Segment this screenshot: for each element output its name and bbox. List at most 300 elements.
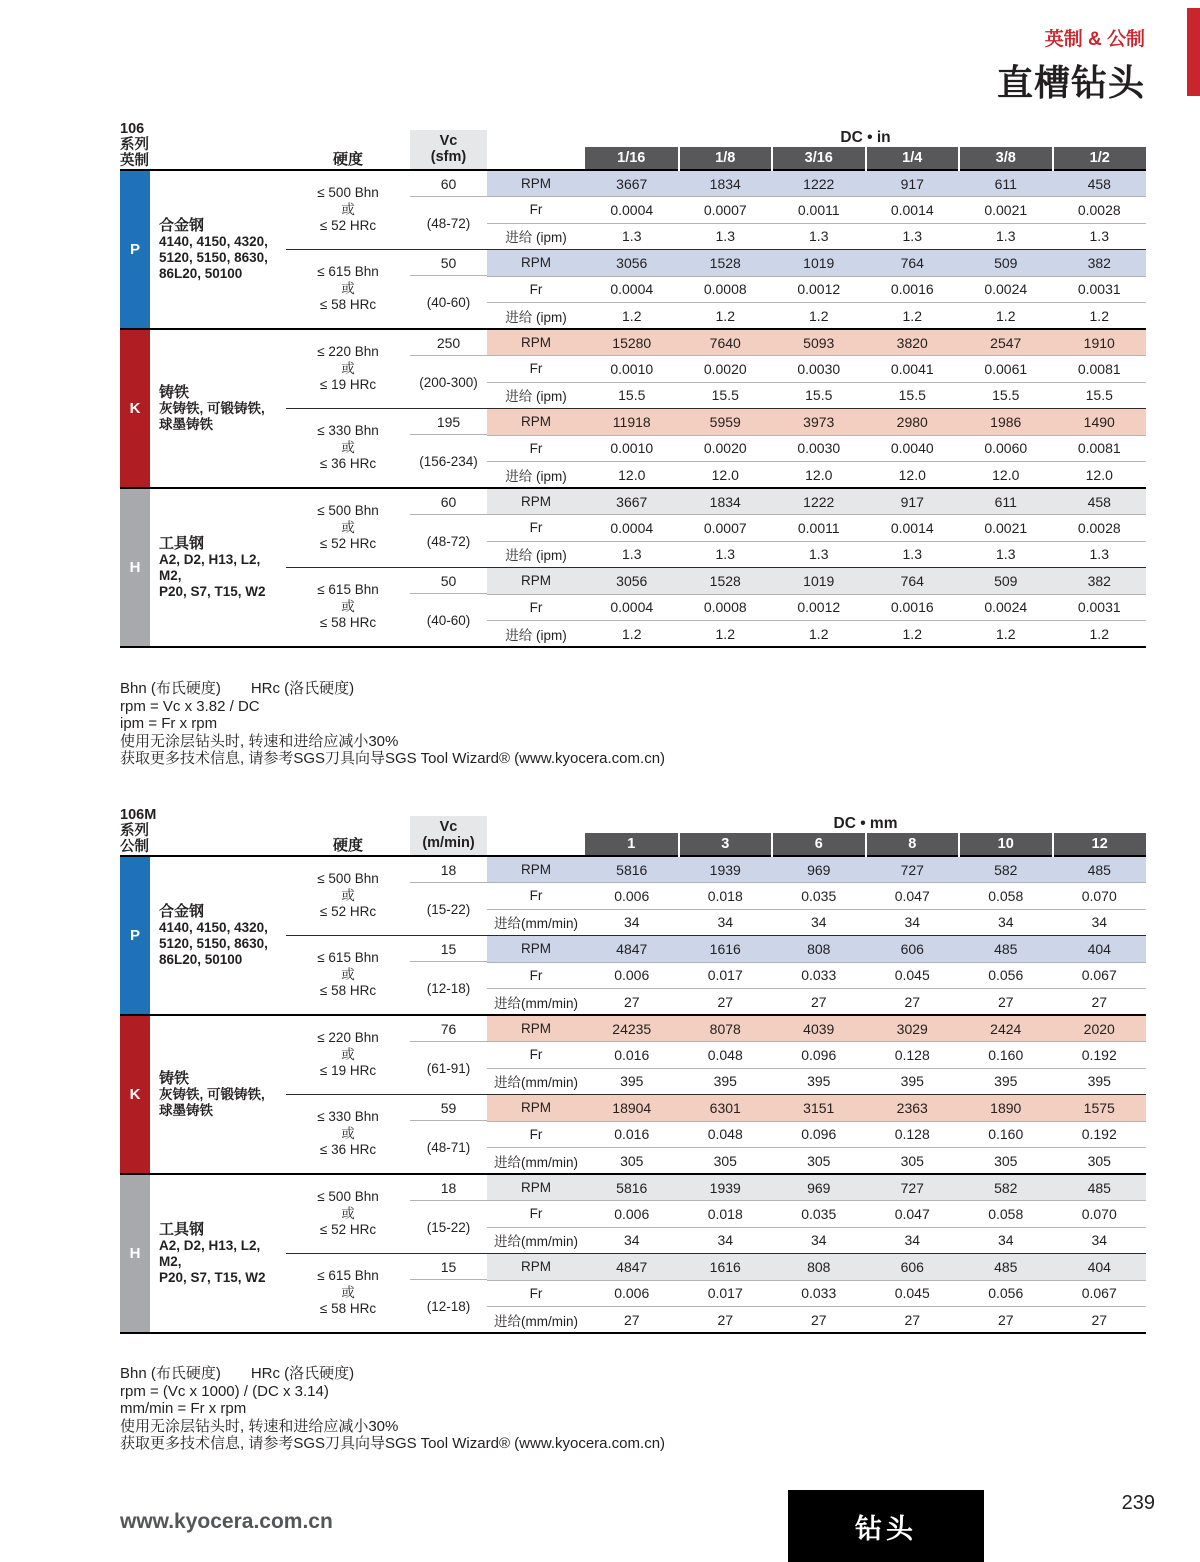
- value-cell: 34: [1053, 1227, 1147, 1254]
- material-line: 4140, 4150, 4320,: [159, 920, 268, 935]
- hardness-cell: ≤ 500 Bhn 或 ≤ 52 HRc: [317, 503, 379, 552]
- value-cell: 917: [866, 488, 960, 515]
- value-cell: 27: [679, 1307, 773, 1334]
- value-cell: 0.033: [772, 1280, 866, 1307]
- footer-tab: [788, 1490, 984, 1562]
- vc-value: 59: [410, 1095, 487, 1121]
- table-header: [120, 112, 1146, 170]
- material-group: [120, 856, 1146, 1015]
- diameter-header-cell: 1: [585, 833, 679, 856]
- vc-value: 50: [410, 568, 487, 594]
- value-cell: 1.2: [866, 621, 960, 648]
- value-cell: 0.0028: [1053, 197, 1147, 224]
- row-label: RPM: [487, 856, 585, 883]
- value-cell: 305: [585, 1148, 679, 1175]
- value-cell: 0.047: [866, 1201, 960, 1228]
- cutting-table: [120, 112, 1146, 648]
- vc-cell: [410, 1015, 487, 1095]
- value-cell: 34: [1053, 909, 1147, 936]
- value-cell: 1019: [772, 568, 866, 595]
- table-header: [120, 798, 1146, 856]
- value-cell: 1939: [679, 856, 773, 883]
- note-line: 获取更多技术信息, 请参考SGS刀具向导SGS Tool Wizard® (www.kyocera.com.cn): [120, 1435, 666, 1452]
- value-cell: 582: [959, 856, 1053, 883]
- diameter-header-cell: 1/16: [585, 147, 679, 170]
- value-cell: 485: [1053, 856, 1147, 883]
- vc-value: 15: [410, 1254, 487, 1280]
- value-cell: 1986: [959, 409, 1053, 436]
- value-cell: 0.067: [1053, 962, 1147, 989]
- value-cell: 1490: [1053, 409, 1147, 436]
- hardness-cell: ≤ 615 Bhn 或 ≤ 58 HRc: [286, 250, 410, 330]
- table-row: [120, 1174, 1146, 1201]
- series-title: [120, 798, 286, 856]
- value-cell: 764: [866, 250, 960, 277]
- material-title: 工具钢: [159, 1221, 205, 1238]
- row-label: Fr: [487, 276, 585, 303]
- value-cell: 27: [1053, 1307, 1147, 1334]
- value-cell: 0.192: [1053, 1121, 1147, 1148]
- value-cell: 34: [959, 1227, 1053, 1254]
- material-group-letter: P: [120, 170, 150, 329]
- value-cell: 305: [866, 1148, 960, 1175]
- value-cell: 917: [866, 170, 960, 197]
- value-cell: 305: [679, 1148, 773, 1175]
- value-cell: 458: [1053, 488, 1147, 515]
- value-cell: 0.056: [959, 1280, 1053, 1307]
- value-cell: 0.070: [1053, 883, 1147, 910]
- value-cell: 611: [959, 170, 1053, 197]
- value-cell: 0.058: [959, 1201, 1053, 1228]
- material-group: [120, 329, 1146, 488]
- value-cell: 969: [772, 1174, 866, 1201]
- value-cell: 727: [866, 1174, 960, 1201]
- row-label: RPM: [487, 329, 585, 356]
- hardness-cell: ≤ 500 Bhn 或 ≤ 52 HRc: [317, 1189, 379, 1238]
- note-line: Bhn (布氏硬度) HRc (洛氏硬度): [120, 680, 355, 697]
- hardness-cell: ≤ 615 Bhn 或 ≤ 58 HRc: [286, 1254, 410, 1334]
- row-label: Fr: [487, 197, 585, 224]
- table-row: [120, 170, 1146, 197]
- value-cell: 0.0041: [866, 356, 960, 383]
- material-title: 铸铁: [159, 1070, 190, 1087]
- value-cell: 0.160: [959, 1121, 1053, 1148]
- value-cell: 3667: [585, 170, 679, 197]
- value-cell: 34: [585, 1227, 679, 1254]
- value-cell: 0.035: [772, 883, 866, 910]
- value-cell: 0.056: [959, 962, 1053, 989]
- value-cell: 5959: [679, 409, 773, 436]
- value-cell: 1575: [1053, 1095, 1147, 1122]
- value-cell: 12.0: [585, 462, 679, 489]
- value-cell: 12.0: [959, 462, 1053, 489]
- value-cell: 1528: [679, 250, 773, 277]
- vc-column-header: [410, 112, 487, 170]
- table-row: [120, 488, 1146, 515]
- vc-range: (48-72): [426, 533, 471, 549]
- value-cell: 11918: [585, 409, 679, 436]
- hardness-cell: ≤ 330 Bhn 或 ≤ 36 HRc: [286, 1095, 410, 1175]
- series-title-line: 系列: [120, 137, 149, 153]
- value-cell: 27: [772, 989, 866, 1016]
- value-cell: 27: [679, 989, 773, 1016]
- vc-range: (12-18): [426, 1298, 471, 1314]
- table-row: [120, 856, 1146, 883]
- material-line: P20, S7, T15, W2: [159, 1270, 266, 1285]
- material-text: [150, 903, 286, 968]
- value-cell: 0.048: [679, 1042, 773, 1069]
- material-title: 合金钢: [159, 217, 205, 234]
- metric-cutting-table: [120, 798, 1146, 1334]
- value-cell: 1890: [959, 1095, 1053, 1122]
- value-cell: 2424: [959, 1015, 1053, 1042]
- vc-range: (156-234): [419, 453, 478, 469]
- cutting-table: [120, 798, 1146, 1334]
- row-label-column-header: [487, 798, 585, 856]
- value-cell: 0.0024: [959, 276, 1053, 303]
- value-cell: 0.0030: [772, 435, 866, 462]
- value-cell: 0.018: [679, 883, 773, 910]
- vc-cell: [410, 409, 487, 489]
- value-cell: 12.0: [679, 462, 773, 489]
- diameter-unit-header: DC • in: [840, 129, 891, 146]
- row-label: 进给 (ipm): [487, 382, 585, 409]
- material-group: [120, 1174, 1146, 1333]
- vc-column-header: [410, 798, 487, 856]
- value-cell: 2363: [866, 1095, 960, 1122]
- value-cell: 0.048: [679, 1121, 773, 1148]
- note-line: Bhn (布氏硬度) HRc (洛氏硬度): [120, 1365, 355, 1382]
- value-cell: 0.0004: [585, 276, 679, 303]
- value-cell: 1.2: [585, 303, 679, 330]
- value-cell: 15280: [585, 329, 679, 356]
- vc-range: (61-91): [426, 1060, 471, 1076]
- row-label: 进给 (ipm): [487, 462, 585, 489]
- value-cell: 0.067: [1053, 1280, 1147, 1307]
- value-cell: 0.018: [679, 1201, 773, 1228]
- value-cell: 1.3: [1053, 541, 1147, 568]
- hardness-cell: ≤ 615 Bhn 或 ≤ 58 HRc: [286, 936, 410, 1016]
- value-cell: 0.0008: [679, 594, 773, 621]
- vc-range: (40-60): [426, 294, 471, 310]
- note-line: 使用无涂层钻头时, 转速和进给应减小30%: [120, 732, 399, 750]
- value-cell: 0.058: [959, 883, 1053, 910]
- material-group: [120, 1015, 1146, 1174]
- value-cell: 0.006: [585, 1201, 679, 1228]
- value-cell: 8078: [679, 1015, 773, 1042]
- material-cell: [150, 488, 286, 647]
- material-title: 合金钢: [159, 903, 205, 920]
- material-text: [150, 1221, 286, 1286]
- value-cell: 5093: [772, 329, 866, 356]
- value-cell: 34: [866, 909, 960, 936]
- row-label: 进给(mm/min): [487, 989, 585, 1016]
- row-label: RPM: [487, 250, 585, 277]
- page-number: 239: [1121, 1492, 1155, 1514]
- vc-range: (15-22): [426, 1219, 471, 1235]
- material-cell: [150, 170, 286, 329]
- material-line: 4140, 4150, 4320,: [159, 234, 268, 249]
- vc-cell: [410, 170, 487, 250]
- value-cell: 0.017: [679, 1280, 773, 1307]
- material-line: 86L20, 50100: [159, 266, 243, 281]
- vc-value: 60: [410, 489, 487, 515]
- value-cell: 611: [959, 488, 1053, 515]
- row-label: Fr: [487, 1121, 585, 1148]
- diameter-header-cell: 1/4: [866, 147, 960, 170]
- value-cell: 27: [1053, 989, 1147, 1016]
- material-title: 铸铁: [159, 384, 190, 401]
- value-cell: 395: [585, 1068, 679, 1095]
- value-cell: 0.0040: [866, 435, 960, 462]
- material-group-letter: H: [120, 488, 150, 647]
- value-cell: 15.5: [585, 382, 679, 409]
- value-cell: 3820: [866, 329, 960, 356]
- value-cell: 1.3: [585, 223, 679, 250]
- value-cell: 395: [866, 1068, 960, 1095]
- series-title-line: 公制: [120, 839, 149, 855]
- page-subtitle: 英制 & 公制: [1044, 29, 1145, 50]
- value-cell: 395: [1053, 1068, 1147, 1095]
- value-cell: 0.0028: [1053, 515, 1147, 542]
- vc-range: (200-300): [419, 374, 478, 390]
- value-cell: 12.0: [866, 462, 960, 489]
- row-label: Fr: [487, 1280, 585, 1307]
- row-label: RPM: [487, 1174, 585, 1201]
- diameter-header-cell: 6: [772, 833, 866, 856]
- value-cell: 27: [866, 1307, 960, 1334]
- value-cell: 2980: [866, 409, 960, 436]
- value-cell: 0.0031: [1053, 594, 1147, 621]
- diameter-header-cell: 1/2: [1053, 147, 1147, 170]
- value-cell: 0.045: [866, 1280, 960, 1307]
- table-row: [120, 1015, 1146, 1042]
- row-label: Fr: [487, 594, 585, 621]
- value-cell: 0.0024: [959, 594, 1053, 621]
- value-cell: 15.5: [679, 382, 773, 409]
- value-cell: 395: [772, 1068, 866, 1095]
- hardness-cell: ≤ 500 Bhn 或 ≤ 52 HRc: [317, 185, 379, 234]
- value-cell: 0.0012: [772, 276, 866, 303]
- row-label: RPM: [487, 936, 585, 963]
- value-cell: 1.3: [679, 223, 773, 250]
- value-cell: 395: [959, 1068, 1053, 1095]
- footer-url: www.kyocera.com.cn: [120, 1510, 333, 1533]
- value-cell: 1.3: [959, 541, 1053, 568]
- value-cell: 0.006: [585, 883, 679, 910]
- value-cell: 0.0011: [772, 515, 866, 542]
- value-cell: 382: [1053, 250, 1147, 277]
- value-cell: 0.096: [772, 1121, 866, 1148]
- series-title-line: 英制: [120, 153, 149, 169]
- note-line: 获取更多技术信息, 请参考SGS刀具向导SGS Tool Wizard® (www.kyocera.com.cn): [120, 750, 666, 767]
- series-title-line: 106: [120, 121, 145, 137]
- value-cell: 15.5: [772, 382, 866, 409]
- diameter-header-cell: 12: [1053, 833, 1147, 856]
- value-cell: 305: [1053, 1148, 1147, 1175]
- diameter-header-cell: 3/8: [959, 147, 1053, 170]
- value-cell: 582: [959, 1174, 1053, 1201]
- vc-value: 250: [410, 330, 487, 356]
- value-cell: 0.033: [772, 962, 866, 989]
- vc-range: (15-22): [426, 901, 471, 917]
- value-cell: 1.3: [772, 223, 866, 250]
- value-cell: 0.192: [1053, 1042, 1147, 1069]
- row-label: RPM: [487, 409, 585, 436]
- value-cell: 1.3: [959, 223, 1053, 250]
- value-cell: 0.0020: [679, 356, 773, 383]
- value-cell: 0.0060: [959, 435, 1053, 462]
- value-cell: 0.0010: [585, 435, 679, 462]
- vc-cell: [410, 568, 487, 648]
- value-cell: 1222: [772, 488, 866, 515]
- row-label: RPM: [487, 1095, 585, 1122]
- row-label: RPM: [487, 568, 585, 595]
- value-cell: 485: [959, 1254, 1053, 1281]
- value-cell: 0.0010: [585, 356, 679, 383]
- value-cell: 0.0061: [959, 356, 1053, 383]
- value-cell: 404: [1053, 1254, 1147, 1281]
- row-label: 进给(mm/min): [487, 1227, 585, 1254]
- row-label: 进给(mm/min): [487, 1148, 585, 1175]
- diameter-unit-header: DC • mm: [833, 815, 898, 832]
- value-cell: 1.2: [959, 621, 1053, 648]
- diameter-header-cell: 3: [679, 833, 773, 856]
- row-label: 进给(mm/min): [487, 909, 585, 936]
- vc-header-box: Vc (m/min): [410, 816, 487, 855]
- row-label-column-header: [487, 112, 585, 170]
- series-title-line: 106M: [120, 807, 157, 823]
- value-cell: 0.0008: [679, 276, 773, 303]
- value-cell: 34: [866, 1227, 960, 1254]
- vc-cell: [410, 1254, 487, 1334]
- material-group-letter: K: [120, 1015, 150, 1174]
- series-title-line: 系列: [120, 823, 149, 839]
- value-cell: 1.3: [772, 541, 866, 568]
- vc-cell: [410, 1174, 487, 1254]
- value-cell: 34: [772, 909, 866, 936]
- vc-header-box: Vc (sfm): [410, 130, 487, 169]
- value-cell: 3029: [866, 1015, 960, 1042]
- value-cell: 606: [866, 936, 960, 963]
- value-cell: 12.0: [1053, 462, 1147, 489]
- value-cell: 34: [772, 1227, 866, 1254]
- value-cell: 5816: [585, 1174, 679, 1201]
- vc-cell: [410, 250, 487, 330]
- hardness-cell: ≤ 330 Bhn 或 ≤ 36 HRc: [286, 409, 410, 489]
- row-label: RPM: [487, 1254, 585, 1281]
- row-label: 进给 (ipm): [487, 223, 585, 250]
- value-cell: 5816: [585, 856, 679, 883]
- vc-cell: [410, 856, 487, 936]
- vc-value: 18: [410, 1175, 487, 1201]
- value-cell: 0.160: [959, 1042, 1053, 1069]
- value-cell: 3973: [772, 409, 866, 436]
- note-line: rpm = (Vc x 1000) / (DC x 3.14): [120, 1382, 329, 1400]
- value-cell: 305: [772, 1148, 866, 1175]
- material-cell: [150, 1015, 286, 1174]
- row-label: Fr: [487, 962, 585, 989]
- value-cell: 305: [959, 1148, 1053, 1175]
- value-cell: 1019: [772, 250, 866, 277]
- value-cell: 6301: [679, 1095, 773, 1122]
- note-line: rpm = Vc x 3.82 / DC: [120, 697, 260, 715]
- value-cell: 1.2: [679, 303, 773, 330]
- vc-cell: [410, 329, 487, 409]
- value-cell: 0.0081: [1053, 435, 1147, 462]
- value-cell: 808: [772, 936, 866, 963]
- row-label: Fr: [487, 1042, 585, 1069]
- row-label: RPM: [487, 1015, 585, 1042]
- value-cell: 1.3: [866, 541, 960, 568]
- value-cell: 382: [1053, 568, 1147, 595]
- value-cell: 1.2: [1053, 621, 1147, 648]
- imperial-cutting-table: [120, 112, 1146, 648]
- material-line: A2, D2, H13, L2, M2,: [159, 1238, 261, 1269]
- value-cell: 0.128: [866, 1121, 960, 1148]
- value-cell: 0.016: [585, 1042, 679, 1069]
- value-cell: 1616: [679, 1254, 773, 1281]
- material-line: 灰铸铁, 可锻铸铁,: [159, 401, 265, 416]
- value-cell: 1.3: [585, 541, 679, 568]
- value-cell: 0.0016: [866, 594, 960, 621]
- row-label: Fr: [487, 435, 585, 462]
- vc-range: (48-71): [426, 1139, 471, 1155]
- value-cell: 0.096: [772, 1042, 866, 1069]
- value-cell: 395: [679, 1068, 773, 1095]
- value-cell: 24235: [585, 1015, 679, 1042]
- value-cell: 1.3: [866, 223, 960, 250]
- row-label: RPM: [487, 488, 585, 515]
- material-line: 86L20, 50100: [159, 952, 243, 967]
- imperial-notes: [120, 680, 665, 768]
- value-cell: 808: [772, 1254, 866, 1281]
- hardness-column-header: 硬度: [332, 837, 363, 854]
- value-cell: 0.0021: [959, 515, 1053, 542]
- value-cell: 27: [585, 989, 679, 1016]
- value-cell: 3667: [585, 488, 679, 515]
- value-cell: 1834: [679, 488, 773, 515]
- value-cell: 1910: [1053, 329, 1147, 356]
- value-cell: 0.006: [585, 1280, 679, 1307]
- hardness-cell: ≤ 500 Bhn 或 ≤ 52 HRc: [317, 871, 379, 920]
- value-cell: 0.0014: [866, 515, 960, 542]
- diameter-header-cell: 1/8: [679, 147, 773, 170]
- material-text: [150, 1070, 286, 1119]
- value-cell: 509: [959, 568, 1053, 595]
- value-cell: 0.017: [679, 962, 773, 989]
- value-cell: 27: [959, 1307, 1053, 1334]
- value-cell: 1.2: [772, 621, 866, 648]
- material-group: [120, 170, 1146, 329]
- value-cell: 0.0004: [585, 515, 679, 542]
- value-cell: 969: [772, 856, 866, 883]
- note-line: 使用无涂层钻头时, 转速和进给应减小30%: [120, 1417, 399, 1435]
- value-cell: 1834: [679, 170, 773, 197]
- value-cell: 27: [772, 1307, 866, 1334]
- value-cell: 1.2: [585, 621, 679, 648]
- value-cell: 1.2: [959, 303, 1053, 330]
- value-cell: 15.5: [866, 382, 960, 409]
- vc-cell: [410, 1095, 487, 1175]
- hardness-column-header: 硬度: [332, 151, 363, 168]
- material-line: 球墨铸铁: [159, 417, 213, 432]
- row-label: Fr: [487, 515, 585, 542]
- value-cell: 1616: [679, 936, 773, 963]
- material-group-letter: H: [120, 1174, 150, 1333]
- value-cell: 0.0020: [679, 435, 773, 462]
- value-cell: 12.0: [772, 462, 866, 489]
